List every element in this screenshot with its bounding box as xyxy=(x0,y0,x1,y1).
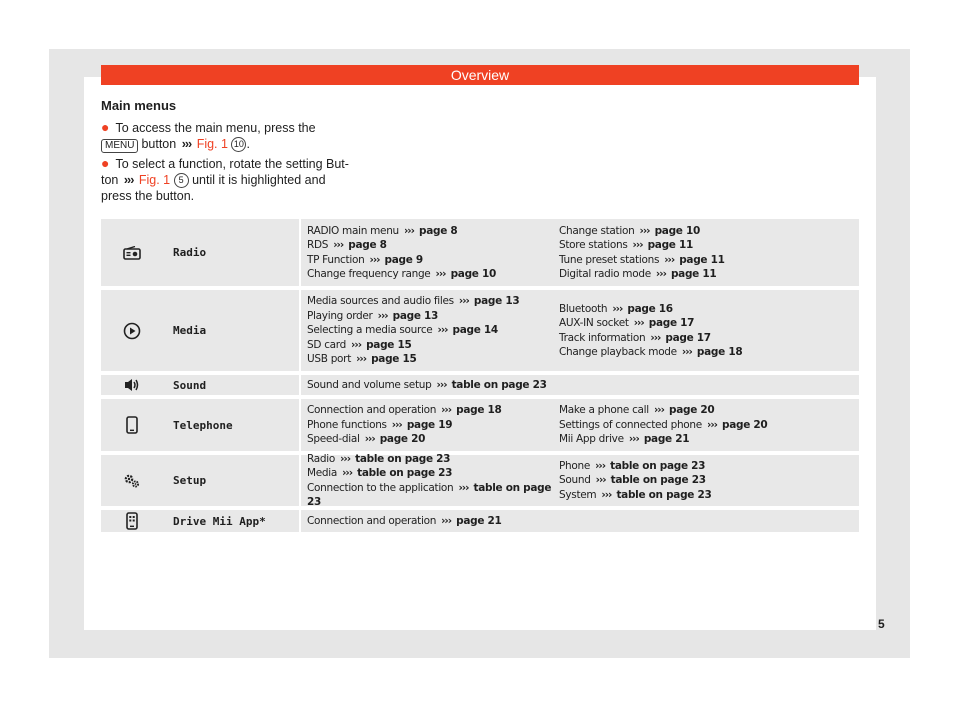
entry-label: Tune preset stations xyxy=(559,253,660,266)
column-divider xyxy=(299,510,301,532)
entry-label: AUX-IN socket xyxy=(559,317,629,329)
entry-label: Speed-dial xyxy=(307,433,360,446)
menu-entry[interactable] xyxy=(559,302,855,317)
page-reference-link[interactable]: page 20 xyxy=(669,404,715,417)
menu-entry[interactable] xyxy=(559,267,855,282)
page-reference-link[interactable]: page 10 xyxy=(450,268,496,280)
app-phone-icon xyxy=(101,510,163,532)
menu-entry[interactable] xyxy=(559,488,855,503)
menu-entry[interactable] xyxy=(307,378,557,393)
menu-entries-column-1 xyxy=(307,375,557,395)
figure-link[interactable]: Fig. 1 xyxy=(196,137,228,151)
entry-label: Radio xyxy=(307,452,336,465)
menu-entry[interactable] xyxy=(559,432,855,447)
entry-label: Connection to the application xyxy=(307,481,454,494)
menu-entries-column-1 xyxy=(307,452,557,508)
arrows-icon: ››› xyxy=(633,317,644,329)
menu-entry[interactable] xyxy=(307,238,557,253)
arrows-icon: ››› xyxy=(653,404,664,417)
intro-heading: Main menus xyxy=(101,98,177,113)
menu-name: Telephone xyxy=(173,418,233,432)
menu-entries-column-1 xyxy=(307,510,557,532)
bullet-text: button xyxy=(141,137,177,151)
page-reference-link[interactable]: page 15 xyxy=(366,338,412,351)
page-reference-link[interactable]: table on page 23 xyxy=(355,452,451,465)
page-reference-link[interactable]: page 13 xyxy=(473,295,520,308)
page-reference-link[interactable]: page 14 xyxy=(452,324,498,337)
menu-entry[interactable] xyxy=(307,338,557,353)
arrows-icon: ››› xyxy=(369,253,380,266)
menu-entry[interactable] xyxy=(559,403,855,418)
entry-label: Store stations xyxy=(559,239,628,251)
arrows-icon: ››› xyxy=(601,488,612,501)
menu-entries-column-2 xyxy=(559,455,855,506)
intro-bullet-2 xyxy=(101,155,351,204)
page-reference-link[interactable]: table on page 23 xyxy=(610,474,706,487)
page-reference-link[interactable]: table on page 23 xyxy=(610,459,706,472)
menu-entries-column-2 xyxy=(559,510,855,532)
column-divider xyxy=(299,375,301,395)
section-header: Overview xyxy=(101,65,859,85)
menu-entry[interactable] xyxy=(307,403,557,418)
menu-entry[interactable] xyxy=(307,309,557,324)
arrows-icon: ››› xyxy=(342,467,353,479)
menu-row xyxy=(101,510,859,532)
entry-label: Sound xyxy=(559,474,591,487)
menu-entry[interactable] xyxy=(559,316,855,331)
page-reference-link[interactable]: page 20 xyxy=(722,418,768,431)
page-reference-link[interactable]: page 16 xyxy=(627,302,673,315)
menu-entries-column-2 xyxy=(559,290,855,371)
bullet-text: until it is highlighted and press the button. xyxy=(101,173,326,203)
menu-entry[interactable] xyxy=(559,253,855,268)
page-reference-link[interactable]: page 17 xyxy=(665,331,711,344)
intro-section xyxy=(101,98,351,206)
entry-label: Digital radio mode xyxy=(559,268,651,280)
menu-entries-column-2 xyxy=(559,399,855,451)
menu-entry[interactable] xyxy=(307,294,557,309)
page-reference-link[interactable]: table on page 23 xyxy=(451,378,547,391)
radio-icon xyxy=(101,219,163,286)
arrows-icon: ››› xyxy=(123,173,134,187)
menu-entry[interactable] xyxy=(307,352,557,367)
menu-name: Radio xyxy=(173,246,207,259)
menu-entry[interactable] xyxy=(307,514,557,529)
arrows-icon: ››› xyxy=(664,253,675,266)
page-reference-link[interactable]: page 9 xyxy=(384,253,423,266)
intro-bullet-1 xyxy=(101,119,351,153)
arrows-icon: ››› xyxy=(441,514,452,527)
entry-label: Change playback mode xyxy=(559,346,677,358)
entry-label: Mii App drive xyxy=(559,433,624,446)
bullet-text: . xyxy=(246,137,250,151)
page-reference-link[interactable]: page 18 xyxy=(696,346,743,358)
gears-icon xyxy=(101,455,163,506)
arrows-icon: ››› xyxy=(340,452,351,465)
page-reference-link[interactable]: table on page 23 xyxy=(616,488,712,501)
menu-entry[interactable] xyxy=(307,253,557,268)
page-reference-link[interactable]: page 17 xyxy=(648,317,695,329)
menu-entry[interactable] xyxy=(307,267,557,282)
menu-entry[interactable] xyxy=(307,452,557,467)
entry-label: Connection and operation xyxy=(307,404,437,417)
arrows-icon: ››› xyxy=(595,474,606,487)
arrows-icon: ››› xyxy=(435,268,446,280)
entry-label: Media xyxy=(307,467,338,479)
arrows-icon: ››› xyxy=(655,268,666,280)
arrows-icon: ››› xyxy=(364,433,375,446)
menu-name: Setup xyxy=(173,474,207,487)
arrows-icon: ››› xyxy=(639,224,650,237)
entry-label: Media sources and audio files xyxy=(307,295,454,308)
menu-row xyxy=(101,375,859,395)
menu-entry[interactable] xyxy=(307,418,557,433)
page-reference-link[interactable]: page 11 xyxy=(679,253,725,266)
sound-icon xyxy=(101,375,163,395)
entry-label: Make a phone call xyxy=(559,404,649,417)
callout-number: 5 xyxy=(174,173,189,188)
bullet-text: To select a function, rotate the setting But- ton xyxy=(101,157,349,187)
page-number: 5 xyxy=(878,617,885,631)
arrows-icon: ››› xyxy=(436,378,447,391)
column-divider xyxy=(299,455,301,506)
arrows-icon: ››› xyxy=(612,302,623,315)
arrows-icon: ››› xyxy=(458,295,469,308)
entry-label: USB port xyxy=(307,353,352,366)
menu-entries-column-1 xyxy=(307,399,557,451)
arrows-icon: ››› xyxy=(632,239,643,251)
menu-entries-column-1 xyxy=(307,219,557,286)
menu-row xyxy=(101,399,859,451)
menu-entry[interactable] xyxy=(559,345,855,360)
menu-row xyxy=(101,219,859,286)
menu-entry[interactable] xyxy=(559,224,855,239)
arrows-icon: ››› xyxy=(681,346,692,358)
entry-label: Selecting a media source xyxy=(307,324,433,337)
arrows-icon: ››› xyxy=(181,137,192,151)
menu-entries-column-2 xyxy=(559,375,855,395)
menu-key: MENU xyxy=(101,139,138,153)
page-reference-link[interactable]: page 8 xyxy=(348,239,387,251)
arrows-icon: ››› xyxy=(437,324,448,337)
arrows-icon: ››› xyxy=(707,418,717,431)
menu-entry[interactable] xyxy=(559,331,855,346)
entry-label: Track information xyxy=(559,331,646,344)
bullet-text: To access the main menu, press the xyxy=(115,121,316,135)
page-reference-link[interactable]: page 8 xyxy=(419,224,458,237)
menu-row xyxy=(101,452,859,508)
entry-label: SD card xyxy=(307,338,346,351)
page-reference-link[interactable]: page 13 xyxy=(392,309,439,322)
arrows-icon: ››› xyxy=(351,338,362,351)
entry-label: RDS xyxy=(307,239,329,251)
page-reference-link[interactable]: page 21 xyxy=(643,433,690,446)
bullet-dot-icon: ● xyxy=(101,155,110,171)
arrows-icon: ››› xyxy=(377,309,388,322)
bullet-dot-icon: ● xyxy=(101,119,110,135)
page-reference-link[interactable]: page 15 xyxy=(371,353,417,366)
phone-icon xyxy=(101,399,163,451)
menu-entry[interactable] xyxy=(307,432,557,447)
menu-entry[interactable] xyxy=(307,481,557,510)
arrows-icon: ››› xyxy=(441,404,452,417)
arrows-icon: ››› xyxy=(391,418,402,431)
page-reference-link[interactable]: page 11 xyxy=(647,239,693,251)
column-divider xyxy=(299,290,301,371)
arrows-icon: ››› xyxy=(628,433,639,446)
entry-label: RADIO main menu xyxy=(307,224,399,237)
entry-label: Change station xyxy=(559,224,635,237)
menu-name: Media xyxy=(173,324,207,337)
arrows-icon: ››› xyxy=(403,224,414,237)
arrows-icon: ››› xyxy=(356,353,367,366)
page-reference-link[interactable]: table on page 23 xyxy=(307,481,552,508)
menu-entry[interactable] xyxy=(307,323,557,338)
page-reference-link[interactable]: page 21 xyxy=(456,514,502,527)
menu-row xyxy=(101,290,859,371)
menu-entry[interactable] xyxy=(559,459,855,474)
page-reference-link[interactable]: page 10 xyxy=(654,224,700,237)
entry-label: Change frequency range xyxy=(307,268,431,280)
column-divider xyxy=(299,399,301,451)
page-reference-link[interactable]: page 19 xyxy=(406,418,453,431)
page-reference-link[interactable]: page 20 xyxy=(379,433,426,446)
figure-link[interactable]: Fig. 1 xyxy=(138,173,171,187)
page-reference-link[interactable]: page 11 xyxy=(670,268,717,280)
menu-entry[interactable] xyxy=(559,418,855,433)
entry-label: Playing order xyxy=(307,309,373,322)
menu-entry[interactable] xyxy=(307,466,557,481)
arrows-icon: ››› xyxy=(595,459,606,472)
menu-entry[interactable] xyxy=(307,224,557,239)
entry-label: Settings of connected phone xyxy=(559,418,702,431)
arrows-icon: ››› xyxy=(333,239,344,251)
arrows-icon: ››› xyxy=(650,331,661,344)
entry-label: Sound and volume setup xyxy=(307,378,432,391)
play-icon xyxy=(101,290,163,371)
entry-label: Bluetooth xyxy=(559,302,608,315)
entry-label: TP Function xyxy=(307,253,365,266)
entry-label: System xyxy=(559,488,597,501)
menu-entry[interactable] xyxy=(559,473,855,488)
menu-name: Drive Mii App* xyxy=(173,514,266,528)
arrows-icon: ››› xyxy=(458,481,469,494)
page-reference-link[interactable]: table on page 23 xyxy=(357,467,453,479)
menu-name: Sound xyxy=(173,378,207,392)
menu-entry[interactable] xyxy=(559,238,855,253)
menu-entries-column-1 xyxy=(307,290,557,371)
entry-label: Connection and operation xyxy=(307,514,437,527)
menu-entries-column-2 xyxy=(559,219,855,286)
page-reference-link[interactable]: page 18 xyxy=(456,404,502,417)
callout-number: 10 xyxy=(231,137,246,152)
entry-label: Phone xyxy=(559,459,591,472)
column-divider xyxy=(299,219,301,286)
entry-label: Phone functions xyxy=(307,418,387,431)
